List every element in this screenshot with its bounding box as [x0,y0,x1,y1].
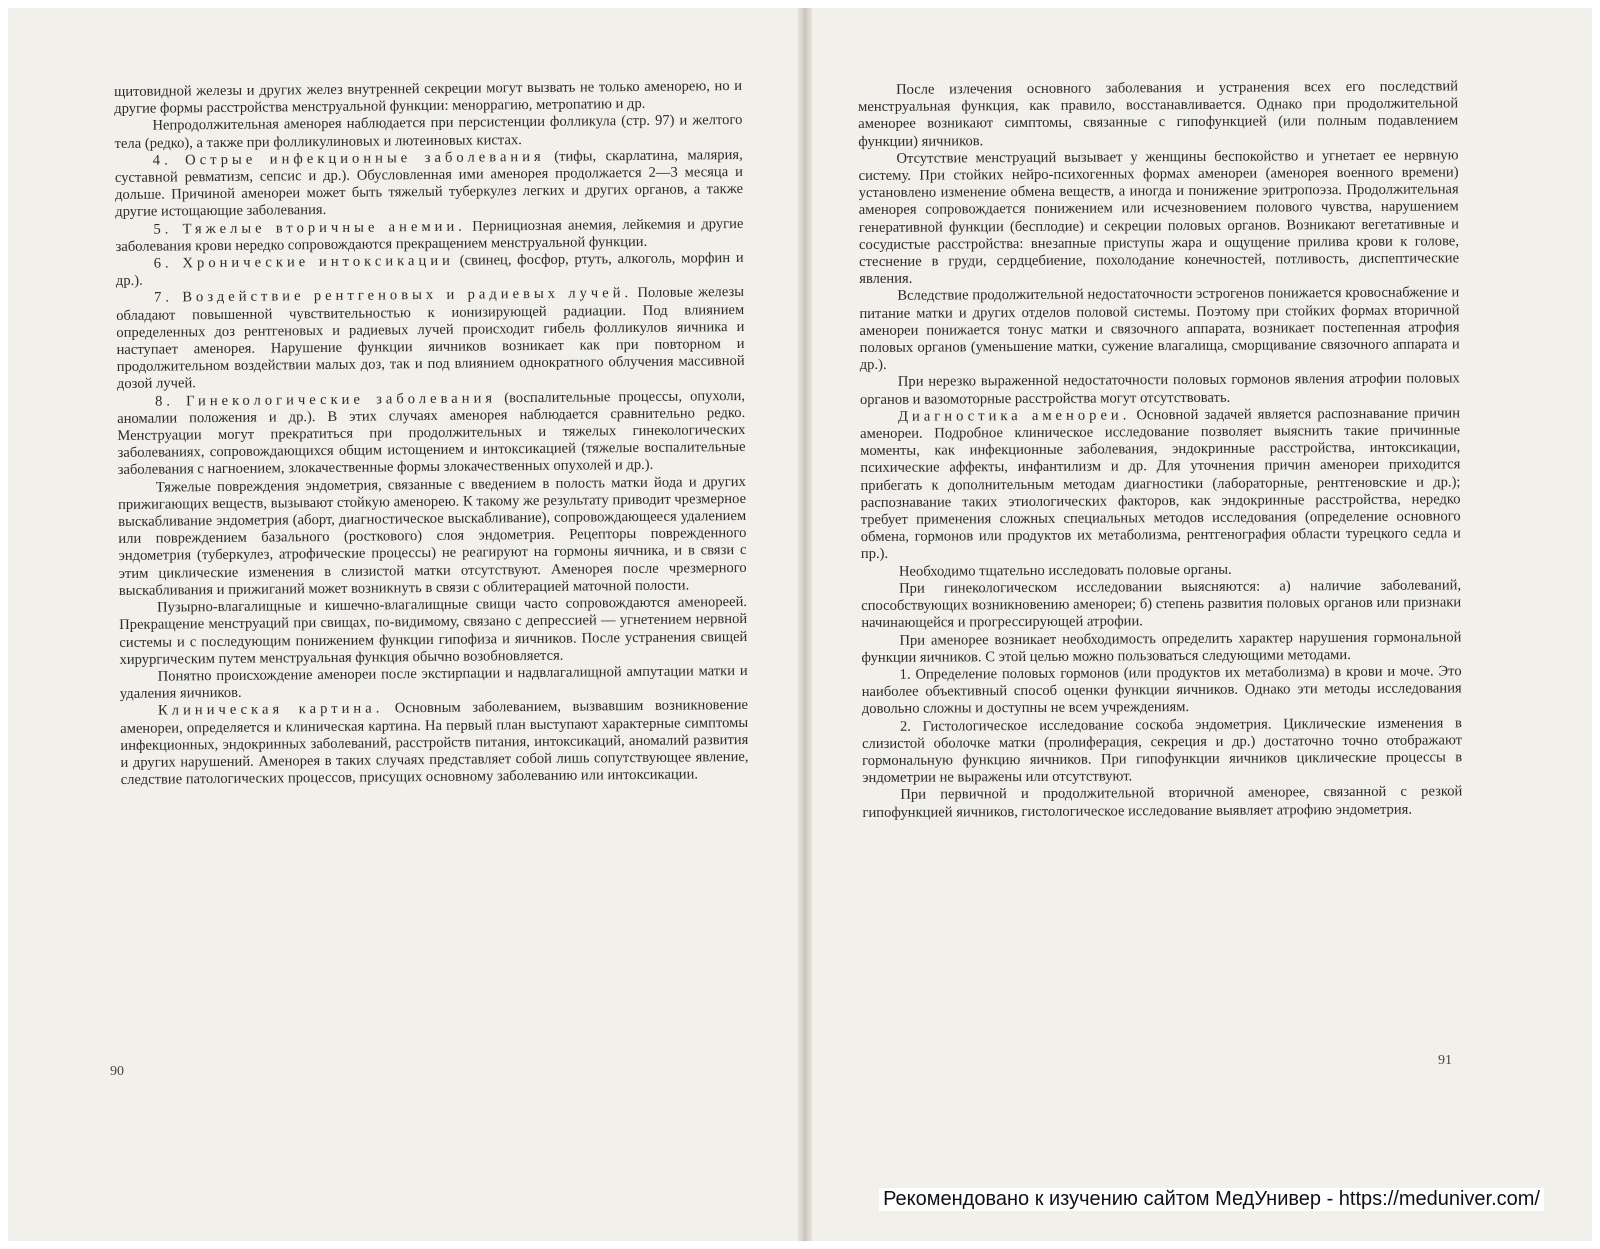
right-page [812,8,1592,1241]
book-gutter [798,8,812,1241]
paragraph: При первичной и продолжительной вторичной аменорее, связанной с резкой гипофункцией яичников, гистологическое исследование выявляет атрофию эндометрия. [862,783,1463,821]
paragraph: 1. Определение половых гормонов (или продуктов их метаболизма) в крови и моче. Это наиболее объективный способ оценки функции яичников. Однако эти методы исследования довольно сложны и доступны не всем учреждениям. [861,663,1462,718]
paragraph: Понятно происхождение аменореи после экстирпации и надвлагалищной ампутации матки и удаления яичников. [119,662,748,703]
paragraph: При гинекологическом исследовании выясняются: а) наличие заболеваний, способствующих возникновению аменореи; б) степень развития половых органов или признаки начинающейся и прогрессирующей атрофии. [861,577,1462,632]
paragraph: При нерезко выраженной недостаточности половых гормонов явления атрофии половых органов и вазомоторные расстройства могут отсутствовать. [859,370,1460,408]
paragraph: Вследствие продолжительной недостаточности эстрогенов понижается кровоснабжение и питание матки и других отделов половой системы. Поэтому при стойких формах вторичной аменореи понижается тонус матки и связочного аппарата, возникает постепенная атрофия половых органов (уменьшение матки, сужение влагалища, сморщивание связочного аппарата и др.). [859,284,1460,374]
paragraph: 2. Гистологическое исследование соскоба эндометрия. Циклические изменения в слизистой оболочке матки (пролиферация, секреция и др.) достаточно точно отображают гормональную функцию яичников. При гипофункции яичников циклические процессы в эндометрии не выражены или отсутствуют. [861,714,1463,787]
paragraph: Пузырно-влагалищные и кишечно-влагалищные свищи часто сопровождаются аменореей. Прекращение менструаций при свищах, по-видимому, связано с депрессией — угнетением нервной системы и с последующим понижением функции гипофиза и яичников. После устранения свищей хирургическим путем менструальная функция обычно возобновляется. [119,594,748,668]
paragraph: Клиническая картина. Основным заболеванием, вызвавшим возникновение аменореи, определяется и клиническая картина. На первый план выступают характерные симптомы инфекционных, эндокринных заболеваний, расстройств питания, интоксикаций, аномалий развития и других нарушений. Аменорея в таких случаях представляет собой лишь сопутствующее явление, следствие патологических процессов, присущих основному заболеванию или интоксикации. [120,697,749,789]
left-page-text [114,78,749,789]
paragraph: При аменорее возникает необходимость определить характер нарушения гормональной функции яичников. С этой целью можно пользоваться следующими методами. [861,628,1462,666]
paragraph: 5. Тяжелые вторичные анемии. Пернициозная анемия, лейкемия и другие заболевания крови нередко сопровождаются прекращением менструальной функции. [115,215,744,255]
paragraph: Необходимо тщательно исследовать половые органы. [898,561,1232,580]
paragraph: После излечения основного заболевания и устранения всех его последствий менструальная функция, как правило, восстанавливается. Однако при продолжительной аменорее возникают симптомы, связанные с гипофункцией (или полным подавлением функции) яичников. [858,78,1459,150]
paragraph: 8. Гинекологические заболевания (воспалительные процессы, опухоли, аномалии положения и др.). В этих случаях аменорея наблюдается сравнительно редко. Менструации могут прекратиться при продолжительных и тяжелых гинекологических заболеваниях, сопровождающихся общим истощением и интоксикацией (тяжелые воспалительные заболевания с нагноением, злокачественные формы злокачественных опухолей и др.). [117,387,746,479]
paragraph: 7. Воздействие рентгеновых и радиевых лучей. Половые железы обладают повышенной чувствительностью к ионизирующей радиации. Под влиянием определенных доз рентгеновых и радиевых лучей происходит гибель фолликулов яичника и наступает аменорея. Нарушение функции яичников возникает как при повторном и продолжительном воздействии малых доз, так и под влиянием однократного облучения массивной дозой лучей. [116,284,745,393]
page-number: 90 [110,1064,124,1079]
page-number: 91 [1438,1053,1452,1068]
paragraph: Непродолжительная аменорея наблюдается при персистенции фолликула (стр. 97) и желтого тела (редко), а также при фолликулиновых и лютеиновых кистах. [114,112,743,152]
paragraph: Диагностика аменореи. Основной задачей является распознавание причин аменореи. Подробное клиническое исследование позволяет выяснить такие причинные моменты, как инфекционные заболевания, эндокринные расстройства, интоксикации, психические аффекты, инфантилизм и др. Для уточнения причин аменореи приходится прибегать к дополнительным методам диагностики (лабораторные, рентгеновские и др.); распознавание таких этиологических факторов, как эндокринные расстройства, нередко требует применения сложных специальных методов исследования (определение основного обмена, гормонов или продуктов их метаболизма, рентгенография области турецкого седла и пр.). [860,405,1461,563]
right-page-text [858,78,1463,821]
book-spread [8,8,1592,1241]
paragraph: Тяжелые повреждения эндометрия, связанные с введением в полость матки йода и других прижигающих веществ, вызывают стойкую аменорею. К такому же результату приводит чрезмерное выскабливание эндометрия (аборт, диагностическое выскабливание), сопровождающееся удалением или повреждением базального (росткового) слоя эндометрия. Рецепторы поврежденного эндометрия (туберкулез, атрофические процессы) не реагируют на гормоны яичника, и в связи с этим циклические изменения в слизистой матки отсутствуют. Аменорея после чрезмерного выскабливания и прижиганий может возникнуть в связи с облитерацией маточной полости. [117,473,747,599]
left-page [8,8,798,1241]
paragraph: щитовидной железы и других желез внутренней секреции могут вызвать не только аменорею, но и другие формы расстройства менструальной функции: меноррагию, метропатию и др. [114,77,743,118]
paragraph: Отсутствие менструаций вызывает у женщины беспокойство и угнетает ее нервную систему. При стойких нейро-психогенных формах аменореи (аменорея военного времени) установлено изменение обмена веществ, а иногда и понижение эритропоэза. Продолжительная аменорея сопровождается понижением или исчезновением полового чувства, нарушением генеративной функции (бесплодие) и секреции половых органов. Возникают вегетативные и сосудистые расстройства: внезапные приступы жара и ощущение прилива крови к голове, стеснение в груди, сердцебиение, похолодание конечностей, потливость, диспептические явления. [858,147,1460,288]
site-recommendation-caption: Рекомендовано к изучению сайтом МедУнивер - https://meduniver.com/ [879,1188,1544,1211]
paragraph: 4. Острые инфекционные заболевания (тифы, скарлатина, малярия, суставной ревматизм, сепсис и др.). Обусловленная ими аменорея продолжается 2—3 месяца и дольше. Причиной аменореи может быть тяжелый туберкулез легких и других органов, а также другие истощающие заболевания. [114,146,744,221]
paragraph: 6. Хронические интоксикации (свинец, фосфор, ртуть, алкоголь, морфин и др.). [115,249,744,290]
